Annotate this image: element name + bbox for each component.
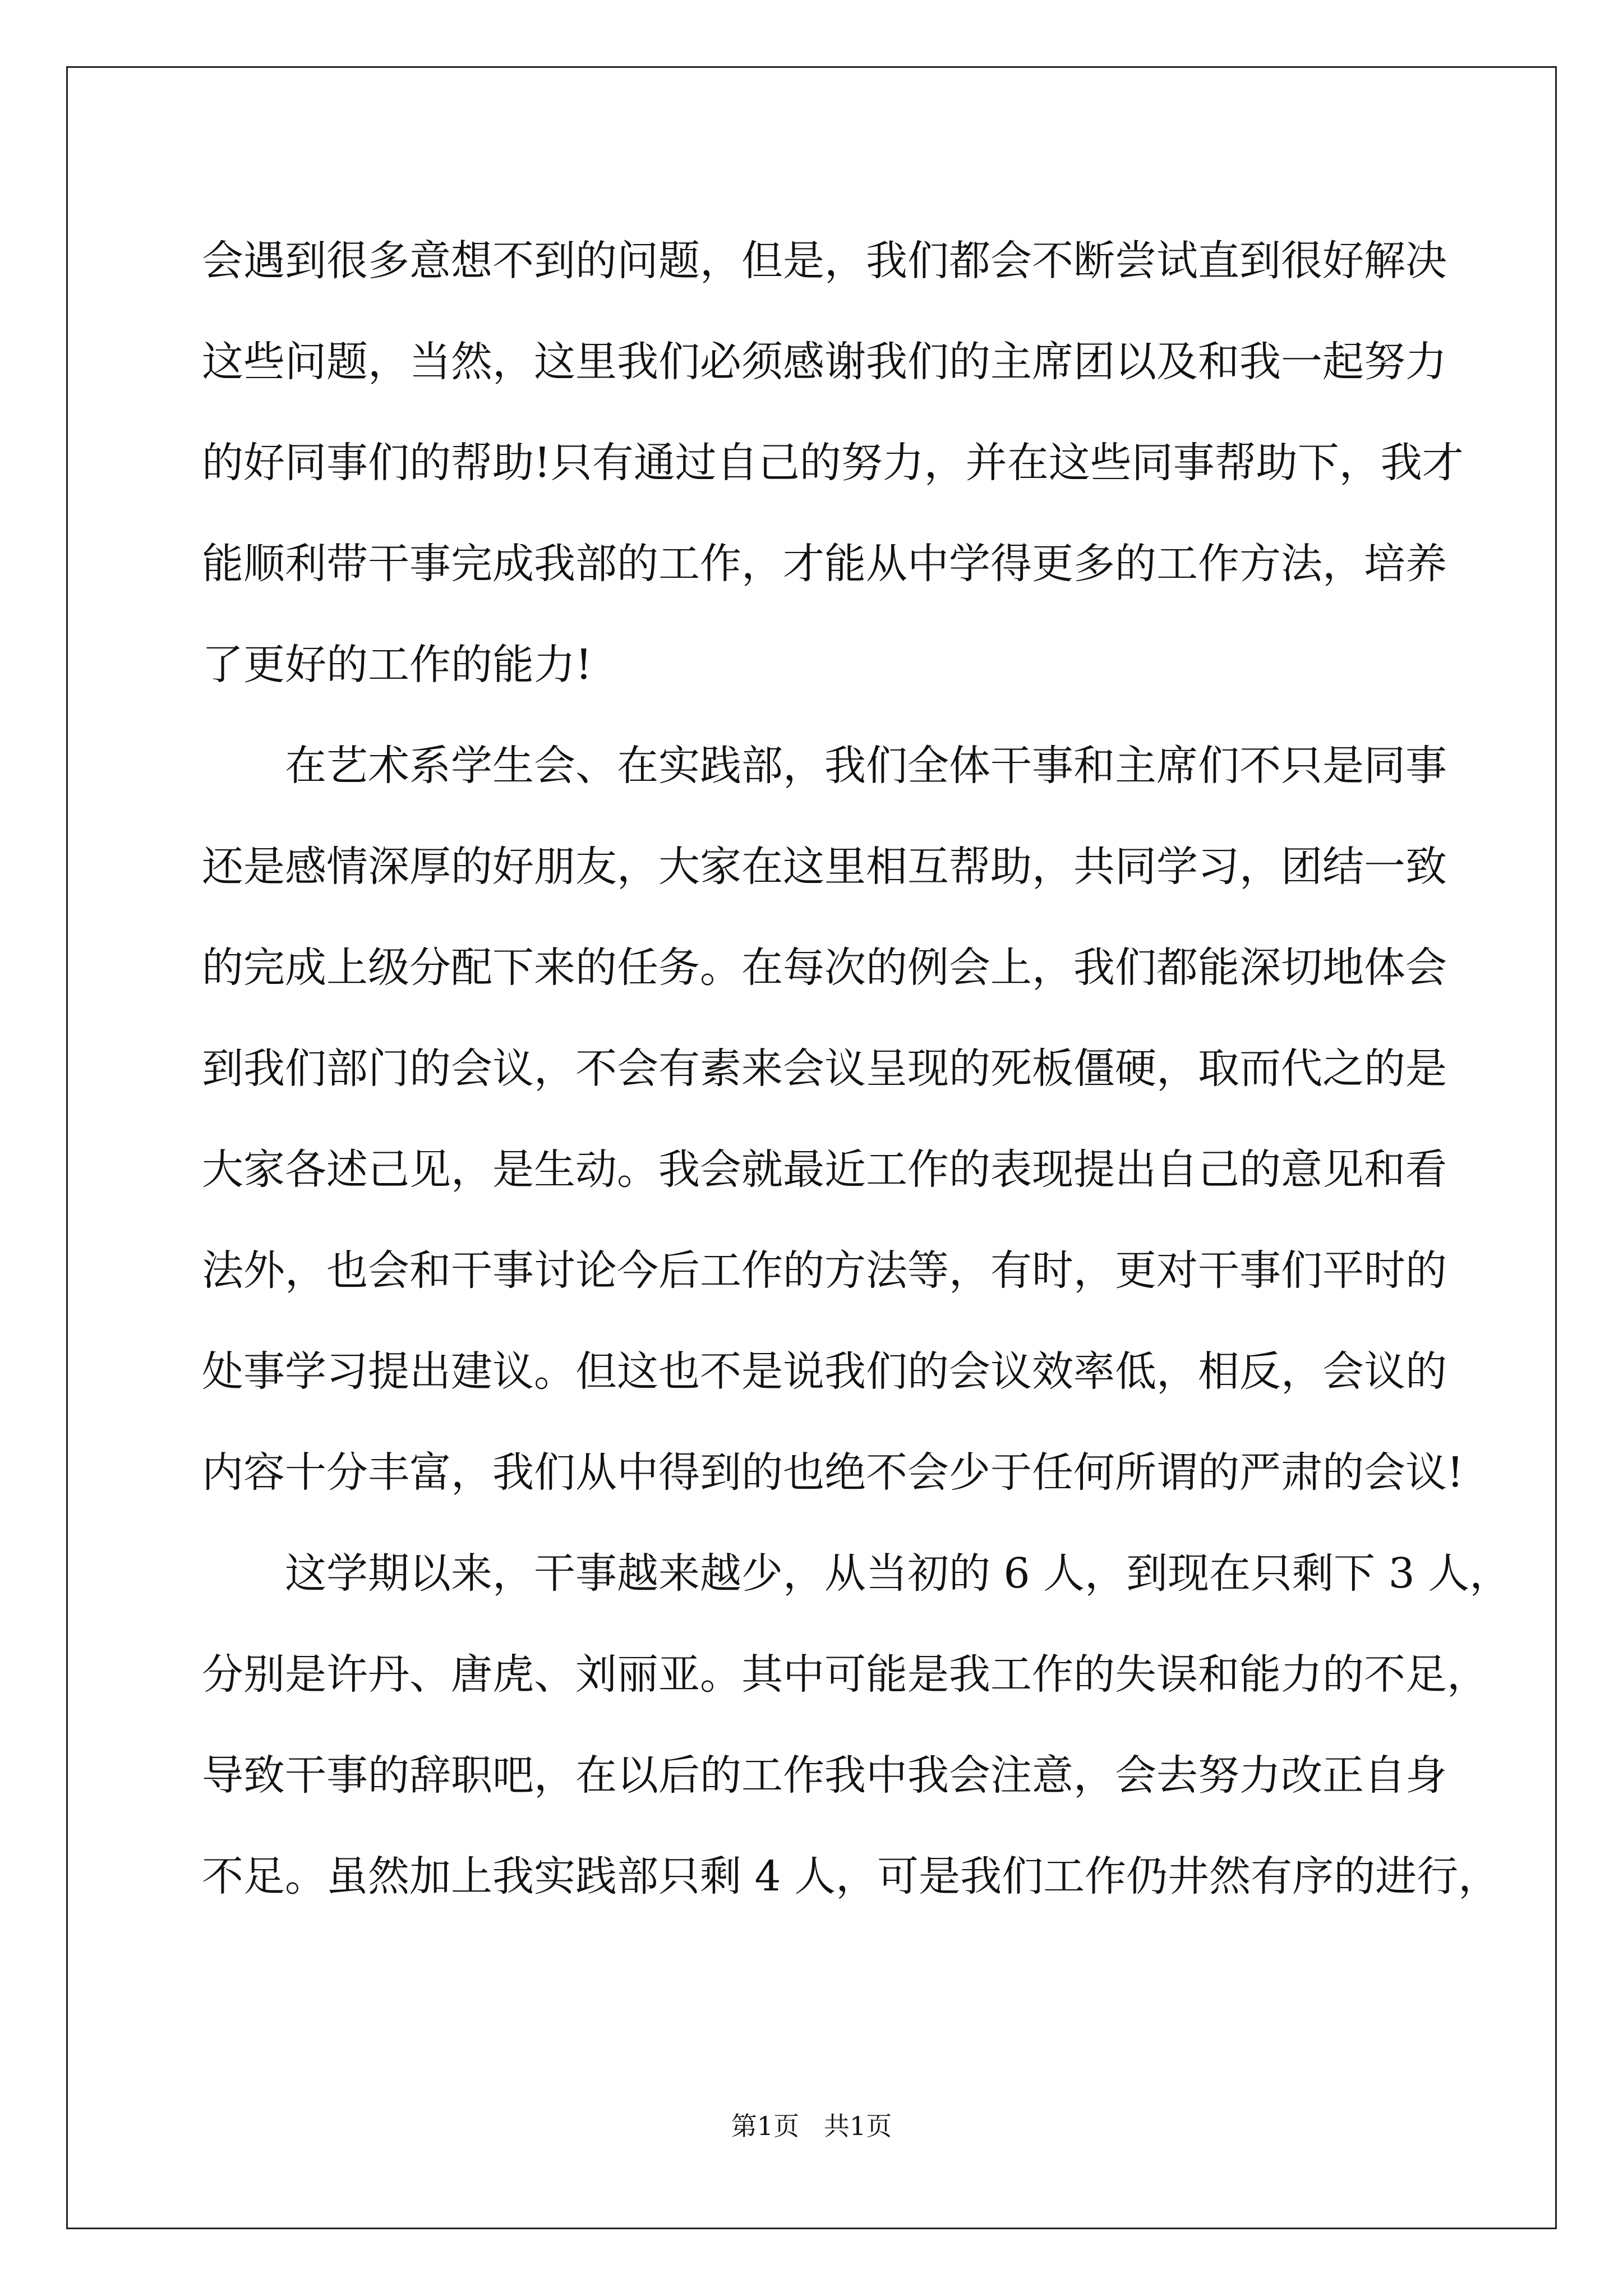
text-line: 内容十分丰富，我们从中得到的也绝不会少于任何所谓的严肃的会议!: [202, 1448, 1464, 1497]
text-line: 这些问题，当然，这里我们必须感谢我们的主席团以及和我一起努力: [202, 338, 1447, 386]
document-body: [202, 210, 1511, 1927]
text-line: 会遇到很多意想不到的问题，但是，我们都会不断尝试直到很好解决: [202, 237, 1447, 285]
text-line: 能顺利带干事完成我部的工作，才能从中学得更多的工作方法，培养: [202, 540, 1447, 588]
text-line: 分别是许丹、唐虎、刘丽亚。其中可能是我工作的失误和能力的不足，: [202, 1650, 1488, 1699]
text-line: 在艺术系学生会、在实践部，我们全体干事和主席们不只是同事: [285, 742, 1447, 790]
text-line: 大家各述己见，是生动。我会就最近工作的表现提出自己的意见和看: [202, 1145, 1447, 1194]
text-line: 法外，也会和干事讨论今后工作的方法等，有时，更对干事们平时的: [202, 1246, 1447, 1295]
page-footer: 第1页 共1页: [731, 2111, 892, 2141]
text-line: 的完成上级分配下来的任务。在每次的例会上，我们都能深切地体会: [202, 944, 1447, 992]
text-line: 了更好的工作的能力!: [202, 641, 592, 689]
text-line: 到我们部门的会议，不会有素来会议呈现的死板僵硬，取而代之的是: [202, 1045, 1447, 1093]
text-line: 还是感情深厚的好朋友，大家在这里相互帮助，共同学习，团结一致: [202, 843, 1447, 891]
text-line: 不足。虽然加上我实践部只剩 4 人，可是我们工作仍井然有序的进行，: [202, 1852, 1500, 1901]
text-line: 的好同事们的帮助!只有通过自己的努力，并在这些同事帮助下，我才: [202, 439, 1464, 487]
text-line: 导致干事的辞职吧，在以后的工作我中我会注意，会去努力改正自身: [202, 1751, 1447, 1800]
text-line: 处事学习提出建议。但这也不是说我们的会议效率低，相反，会议的: [202, 1347, 1447, 1396]
text-line: 这学期以来，干事越来越少，从当初的 6 人，到现在只剩下 3 人，: [285, 1549, 1511, 1598]
